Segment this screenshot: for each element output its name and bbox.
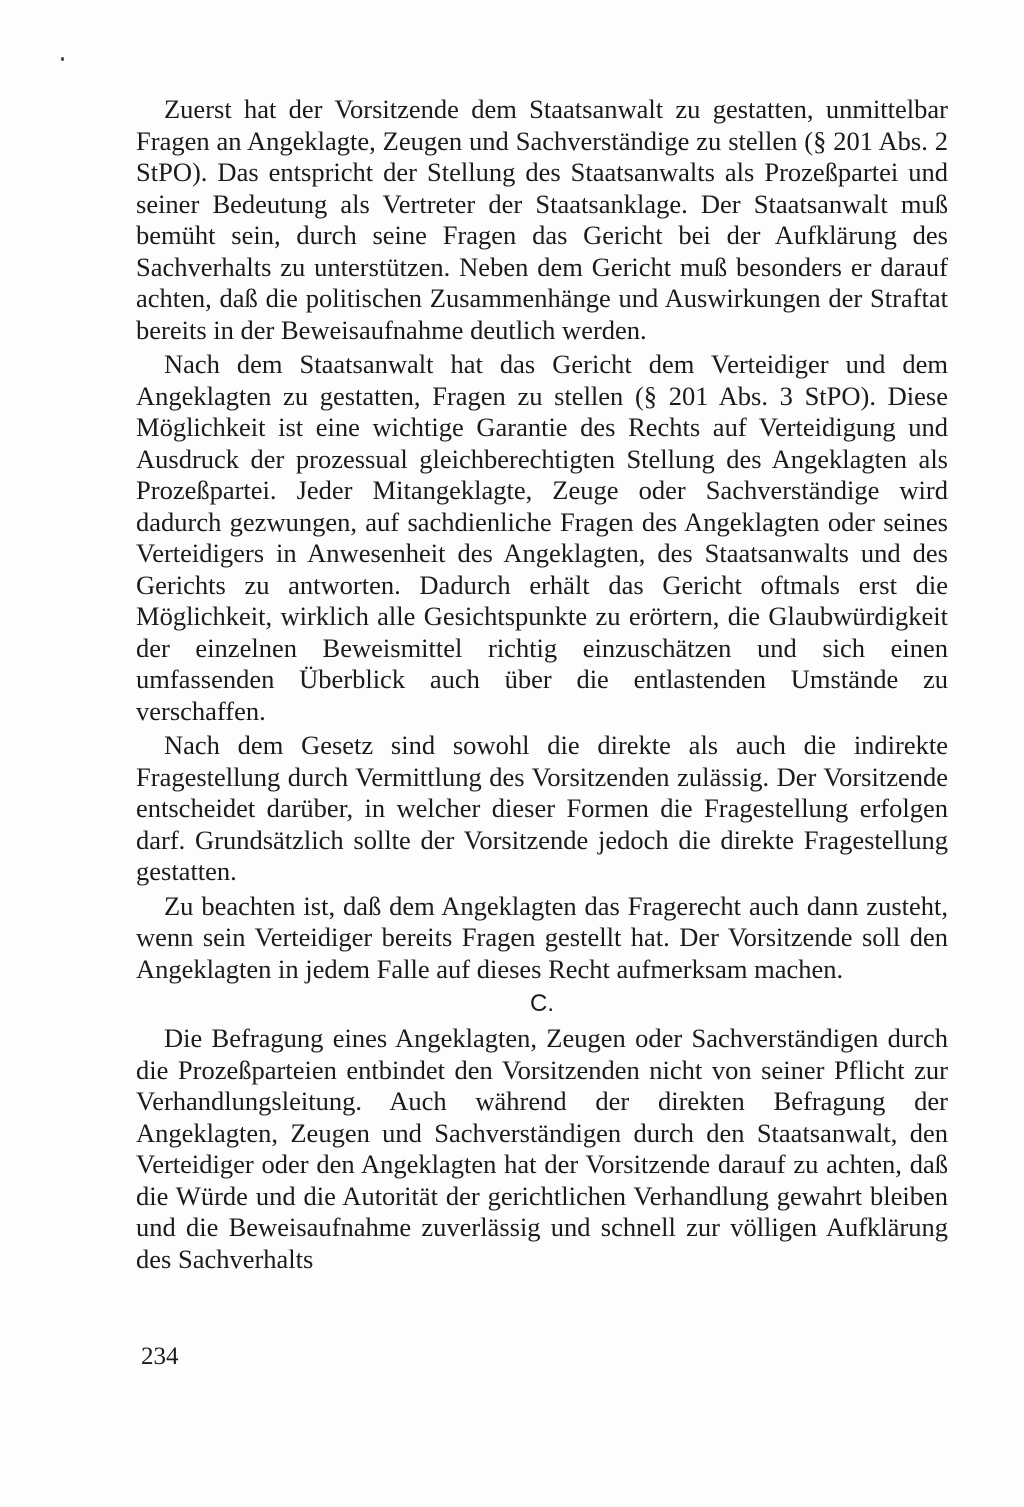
paragraph-4: Zu beachten ist, daß dem Angeklagten das Fragerecht auch dann zusteht, wenn sein Verteidiger bereits Fragen gestellt hat. Der Vorsitzende soll den Angeklagten in jedem Falle auf dieses Recht aufmerksam machen.: [136, 890, 948, 984]
body-text: [136, 94, 948, 1278]
paragraph-5: Die Befragung eines Angeklagten, Zeugen oder Sachverständigen durch die Prozeßparteien entbindet den Vorsitzenden nicht von seiner Pflicht zur Verhandlungsleitung. Auch während der direkten Befragung der Angeklagten, Zeugen und Sachverständigen durch den Staatsanwalt, den Verteidiger oder den Angeklagten hat der Vorsitzende darauf zu achten, daß die Würde und die Autorität der gerichtlichen Verhandlung gewahrt bleiben und die Beweisaufnahme zuverlässig und schnell zur völligen Aufklärung des Sachverhalts: [136, 1023, 948, 1274]
page-number: 234: [141, 1343, 179, 1370]
paragraph-3: Nach dem Gesetz sind sowohl die direkte als auch die indirekte Fragestellung durch Vermittlung des Vorsitzenden zulässig. Der Vorsitzende entscheidet darüber, in welcher dieser Formen die Fragestellung erfolgen darf. Grundsätzlich sollte der Vorsitzende jedoch die direkte Fragestellung gestatten.: [136, 730, 948, 886]
paragraph-2: Nach dem Staatsanwalt hat das Gericht dem Verteidiger und dem Angeklagten zu gestatten, Fragen zu stellen (§ 201 Abs. 3 StPO). Diese Möglichkeit ist eine wichtige Garantie des Rechts auf Verteidigung und Ausdruck der prozessual gleichberechtigten Stellung des Angeklagten als Prozeßpartei. Jeder Mitangeklagte, Zeuge oder Sachverständige wird dadurch gezwungen, auf sachdienliche Fragen des Angeklagten oder seines Verteidigers in Anwesenheit des Angeklagten, des Staatsanwalts und des Gerichts zu antworten. Dadurch erhält das Gericht oftmals erst die Möglichkeit, wirklich alle Gesichtspunkte zu erörtern, die Glaubwürdigkeit der einzelnen Beweismittel richtig einzuschätzen und sich einen umfassenden Überblick auch über die entlastenden Umstände zu verschaffen.: [136, 349, 948, 726]
section-heading: C.: [530, 990, 554, 1017]
scan-speck: [61, 57, 64, 61]
paragraph-1: Zuerst hat der Vorsitzende dem Staatsanwalt zu gestatten, unmittelbar Fragen an Angeklagte, Zeugen und Sachverständige zu stellen (§ 201 Abs. 2 StPO). Das entspricht der Stellung des Staatsanwalts als Prozeßpartei und seiner Bedeutung als Vertreter der Staatsanklage. Der Staatsanwalt muß bemüht sein, durch seine Fragen das Gericht bei der Aufklärung des Sachverhalts zu unterstützen. Neben dem Gericht muß besonders er darauf achten, daß die politischen Zusammenhänge und Auswirkungen der Straftat bereits in der Beweisaufnahme deutlich werden.: [136, 94, 948, 345]
